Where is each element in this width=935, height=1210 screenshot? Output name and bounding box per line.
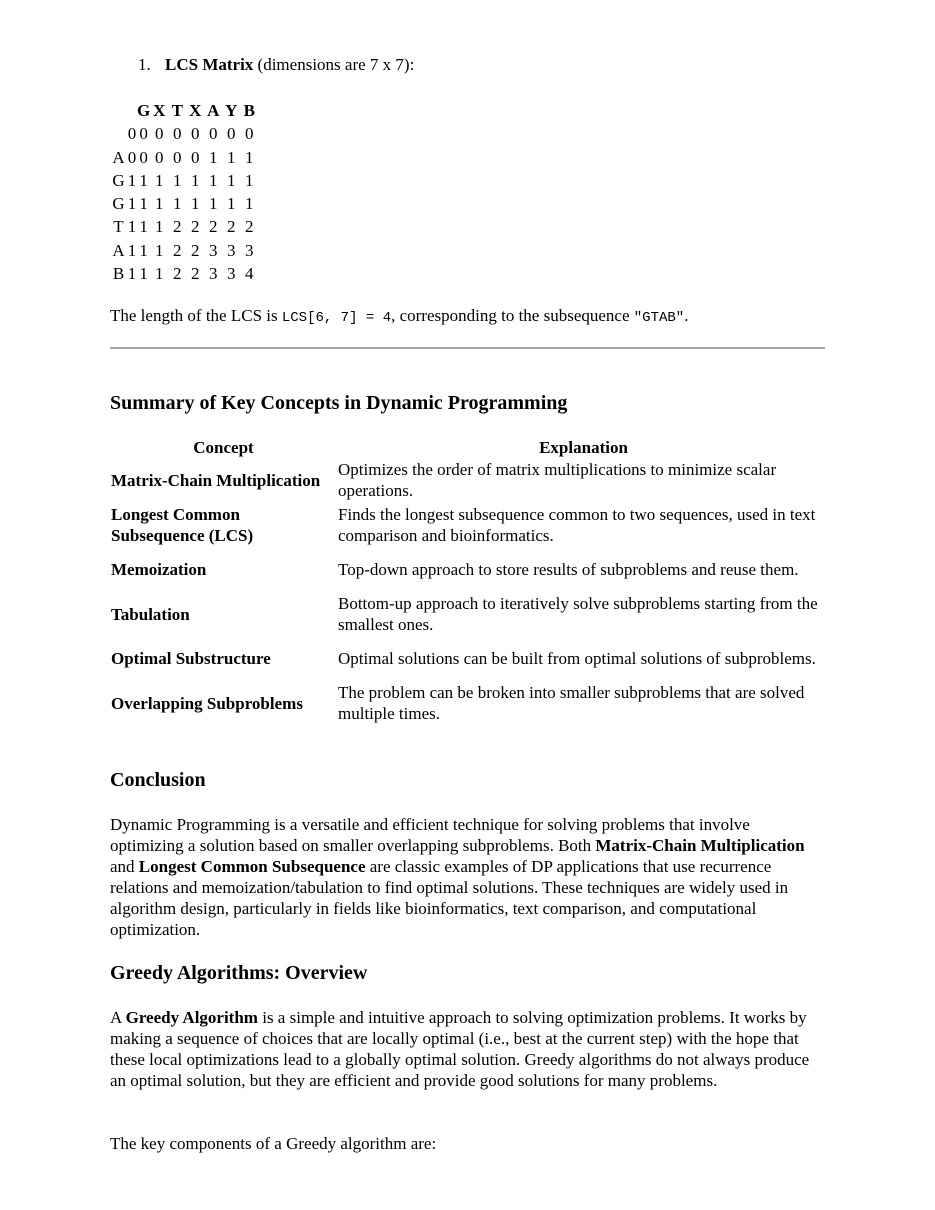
matrix-cell: 2	[190, 240, 200, 260]
matrix-cell: 1	[154, 264, 164, 284]
lcs-code: LCS[6, 7] = 4	[281, 310, 392, 326]
matrix-row	[110, 122, 258, 145]
matrix-cell: 1	[190, 194, 200, 214]
matrix-cell: 2	[172, 240, 182, 260]
matrix-col-header: Y	[225, 101, 238, 120]
matrix-row-label: A	[112, 240, 125, 260]
matrix-cell: 2	[190, 217, 200, 237]
greedy-text-start: A	[110, 1008, 122, 1027]
matrix-cell: 1	[154, 194, 164, 214]
matrix-cell: 1	[226, 147, 236, 167]
explanation-cell: Optimizes the order of matrix multiplications to minimize scalar operations.	[338, 460, 777, 501]
conclusion-text-3: are classic examples of DP applications that use recurrence relations and memoization/tabulation to find optimal solutions. These techniques are widely used in algorithm design, particularly in fields like bioinformatics, text comparison, and computational optimization.	[110, 857, 789, 939]
table-row	[110, 547, 830, 592]
explanation-column-header: Explanation	[539, 437, 628, 457]
explanation-cell: Optimal solutions can be built from optimal solutions of subproblems.	[338, 649, 816, 669]
matrix-cell: 2	[172, 264, 182, 284]
table-row	[110, 636, 830, 681]
matrix-col-header: T	[171, 101, 183, 120]
concept-cell: Overlapping Subproblems	[111, 693, 303, 713]
concept-cell: Optimal Substructure	[111, 649, 271, 669]
matrix-cell: 3	[208, 264, 218, 284]
matrix-cell: 0	[154, 124, 164, 144]
explanation-cell: Finds the longest subsequence common to two sequences, used in text comparison and bioinformatics.	[338, 504, 816, 545]
matrix-col-header: A	[207, 101, 220, 120]
matrix-row-label: B	[112, 264, 125, 284]
matrix-cell: 1	[127, 217, 137, 237]
conclusion-text-2: and	[110, 857, 135, 876]
concepts-header-row	[110, 436, 830, 458]
concept-cell: Tabulation	[111, 604, 190, 624]
matrix-col-header: G	[137, 101, 151, 120]
matrix-cell: 3	[208, 240, 218, 260]
concepts-table	[110, 436, 830, 726]
concept-column-header: Concept	[193, 437, 254, 457]
horizontal-divider	[110, 347, 825, 349]
table-row	[110, 458, 830, 503]
matrix-cell: 2	[172, 217, 182, 237]
explanation-cell: Top-down approach to store results of subproblems and reuse them.	[338, 559, 799, 579]
matrix-cell: 1	[139, 264, 148, 284]
lcs-result-prefix: The length of the LCS is	[110, 306, 278, 325]
explanation-cell: Bottom-up approach to iteratively solve subproblems starting from the smallest ones.	[338, 594, 818, 635]
greedy-text-rest: is a simple and intuitive approach to solving optimization problems. It works by making a sequence of choices that are locally optimal (i.e., best at the current step) with the hope that these local optimizations lead to a globally optimal solution. Greedy algorithms do not always produce an optimal solution, but they are efficient and provide good solutions for many problems.	[110, 1008, 810, 1090]
matrix-row-label: G	[112, 194, 125, 214]
conclusion-bold-2: Longest Common Subsequence	[138, 857, 366, 876]
matrix-cell: 1	[154, 240, 164, 260]
matrix-cell: 3	[226, 240, 236, 260]
greedy-heading: Greedy Algorithms: Overview	[110, 962, 368, 984]
table-row	[110, 503, 830, 548]
matrix-row-label: G	[112, 170, 125, 190]
list-item-suffix: (dimensions are 7 x 7):	[257, 55, 415, 74]
matrix-cell: 2	[208, 217, 218, 237]
matrix-cell: 3	[244, 240, 254, 260]
matrix-row	[110, 169, 258, 192]
matrix-corner	[110, 99, 127, 122]
lcs-subsequence-code: "GTAB"	[633, 310, 685, 326]
matrix-cell: 1	[208, 147, 218, 167]
matrix-cell: 0	[226, 124, 236, 144]
matrix-cell: 1	[172, 170, 182, 190]
explanation-cell: The problem can be broken into smaller subproblems that are solved multiple times.	[338, 683, 805, 724]
matrix-cell: 0	[139, 147, 148, 167]
matrix-cell: 1	[226, 194, 236, 214]
list-item-lcs-matrix	[138, 55, 414, 75]
matrix-cell: 0	[190, 147, 200, 167]
matrix-cell: 1	[244, 147, 254, 167]
matrix-cell: 1	[127, 194, 137, 214]
matrix-col-header: X	[153, 101, 166, 120]
matrix-cell: 2	[244, 217, 254, 237]
matrix-cell: 4	[244, 264, 254, 284]
matrix-cell: 1	[244, 194, 254, 214]
greedy-paragraph	[110, 1007, 825, 1091]
matrix-row	[110, 262, 258, 285]
conclusion-heading: Conclusion	[110, 769, 206, 791]
matrix-cell: 1	[208, 170, 218, 190]
matrix-row	[110, 215, 258, 238]
matrix-row	[110, 192, 258, 215]
concept-cell: Matrix-Chain Multiplication	[111, 470, 321, 490]
matrix-cell: 0	[172, 147, 182, 167]
matrix-cell: 1	[226, 170, 236, 190]
matrix-header-row	[110, 99, 258, 122]
concept-cell: Memoization	[111, 559, 207, 579]
matrix-cell: 0	[190, 124, 200, 144]
conclusion-paragraph	[110, 814, 825, 940]
table-row	[110, 681, 830, 726]
matrix-cell: 0	[244, 124, 254, 144]
matrix-cell: 1	[139, 217, 148, 237]
matrix-cell: 1	[127, 170, 137, 190]
concept-cell: Longest Common Subsequence (LCS)	[111, 504, 254, 545]
matrix-cell: 1	[139, 240, 148, 260]
matrix-row-label: A	[112, 147, 125, 167]
conclusion-text-1: Dynamic Programming is a versatile and efficient technique for solving problems that involve optimizing a solution based on smaller overlapping subproblems. Both	[110, 815, 750, 855]
lcs-result-end: .	[684, 306, 689, 325]
matrix-cell: 1	[127, 264, 137, 284]
lcs-result-middle: , corresponding to the subsequence	[391, 306, 630, 325]
lcs-matrix	[110, 99, 258, 285]
matrix-col-header: B	[243, 101, 255, 120]
matrix-cell: 0	[127, 147, 137, 167]
matrix-row	[110, 146, 258, 169]
list-number: 1.	[138, 55, 151, 74]
matrix-cell: 1	[244, 170, 254, 190]
matrix-cell: 1	[127, 240, 137, 260]
matrix-cell: 2	[190, 264, 200, 284]
matrix-cell: 1	[139, 170, 148, 190]
matrix-cell: 0	[208, 124, 218, 144]
matrix-row-label: T	[113, 217, 124, 237]
matrix-cell: 2	[226, 217, 236, 237]
matrix-cell: 1	[208, 194, 218, 214]
matrix-row-label	[110, 122, 127, 145]
greedy-bold: Greedy Algorithm	[125, 1008, 258, 1027]
conclusion-bold-1: Matrix-Chain Multiplication	[595, 836, 805, 855]
matrix-cell: 0	[139, 124, 148, 144]
matrix-cell: 0	[154, 147, 164, 167]
greedy-components-text: The key components of a Greedy algorithm are:	[110, 1134, 437, 1153]
matrix-cell: 3	[226, 264, 236, 284]
matrix-cell: 1	[154, 170, 164, 190]
table-row	[110, 592, 830, 637]
list-item-title: LCS Matrix	[165, 55, 254, 74]
lcs-result-text	[110, 306, 688, 328]
summary-heading: Summary of Key Concepts in Dynamic Programming	[110, 392, 568, 414]
matrix-col-header: X	[189, 101, 202, 120]
matrix-spacer	[127, 99, 137, 122]
matrix-cell: 1	[172, 194, 182, 214]
matrix-cell: 0	[172, 124, 182, 144]
matrix-cell: 1	[139, 194, 148, 214]
matrix-cell: 1	[154, 217, 164, 237]
matrix-row	[110, 239, 258, 262]
matrix-cell: 0	[127, 124, 137, 144]
matrix-cell: 1	[190, 170, 200, 190]
